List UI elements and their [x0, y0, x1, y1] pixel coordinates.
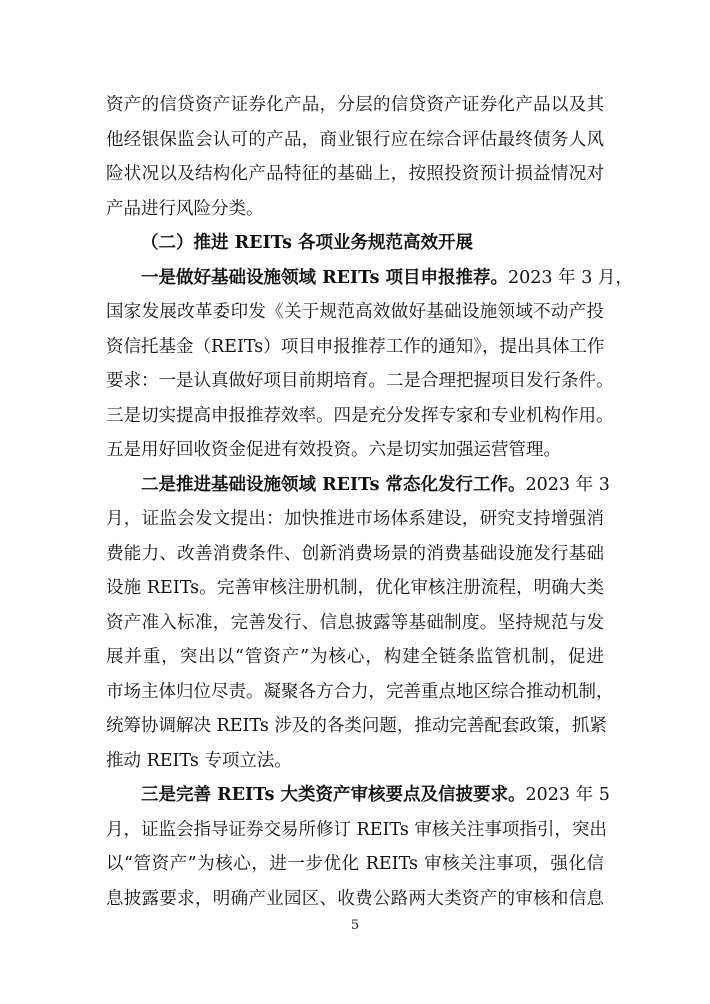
text-line: 国家发展改革委印发《关于规范高效做好基础设施领域不动产投 [106, 302, 604, 322]
text-run: 2023 年 5 [525, 785, 610, 805]
text-line [106, 468, 610, 503]
paragraph-regular-issuance [106, 468, 614, 779]
text-line: 展并重，突出以“管资产”为核心，构建全链条监管机制，促进 [106, 647, 604, 667]
text-line: 资产准入标准，完善发行、信息披露等基础制度。坚持规范与发 [106, 612, 604, 633]
paragraph-lead: 三是完善 REITs 大类资产审核要点及信披要求。 [141, 785, 526, 805]
text-line: 资产的信贷资产证券化产品，分层的信贷资产证券化产品以及其 [106, 95, 604, 115]
text-line: 三是切实提高申报推荐效率。四是充分发挥专家和专业机构作用。 [106, 405, 614, 426]
text-line: 他经银保监会认可的产品，商业银行应在综合评估最终债务人风 [106, 129, 604, 150]
paragraph-lead: 一是做好基础设施领域 REITs 项目申报推荐。 [141, 267, 509, 288]
text-line: 月，证监会发文提出：加快推进市场体系建设，研究支持增强消 [106, 509, 604, 529]
section-heading: （二）推进 REITs 各项业务规范高效开展 [141, 233, 474, 253]
paragraph-lead: 二是推进基础设施领域 REITs 常态化发行工作。 [141, 474, 526, 495]
text-line: 五是用好回收资金促进有效投资。六是切实加强运营管理。 [106, 440, 561, 460]
text-line: 险状况以及结构化产品特征的基础上，按照投资预计损益情况对 [106, 164, 604, 184]
paragraph-project-recommendation [106, 261, 633, 468]
paragraph-risk-classification [106, 88, 604, 226]
section-heading-reits [106, 226, 604, 261]
paragraph-disclosure-requirements [106, 778, 610, 916]
text-run: 2023 年 3 月， [508, 267, 633, 288]
page-number: 5 [350, 918, 360, 933]
text-line: 设施 REITs。完善审核注册机制，优化审核注册流程，明确大类 [106, 578, 604, 598]
text-line [106, 778, 610, 813]
text-line: 产品进行风险分类。 [106, 198, 264, 219]
text-line: 息披露要求，明确产业园区、收费公路两大类资产的审核和信息 [106, 888, 604, 909]
text-line: 推动 REITs 专项立法。 [106, 750, 292, 771]
text-line: 资信托基金（REITs）项目申报推荐工作的通知》，提出具体工作 [106, 336, 605, 357]
text-line: 费能力、改善消费条件、创新消费场景的消费基础设施发行基础 [106, 543, 604, 564]
text-line [106, 261, 633, 296]
text-line: 以“管资产”为核心，进一步优化 REITs 审核关注事项，强化信 [106, 854, 604, 874]
body-text [106, 88, 633, 916]
text-run: 2023 年 3 [525, 474, 610, 495]
text-line: 要求：一是认真做好项目前期培育。二是合理把握项目发行条件。 [106, 371, 614, 391]
text-line: 统筹协调解决 REITs 涉及的各类问题，推动完善配套政策，抓紧 [106, 716, 607, 736]
text-line: 月，证监会指导证券交易所修订 REITs 审核关注事项指引，突出 [106, 819, 607, 840]
text-line: 市场主体归位尽责。凝聚各方合力，完善重点地区综合推动机制， [106, 681, 614, 702]
